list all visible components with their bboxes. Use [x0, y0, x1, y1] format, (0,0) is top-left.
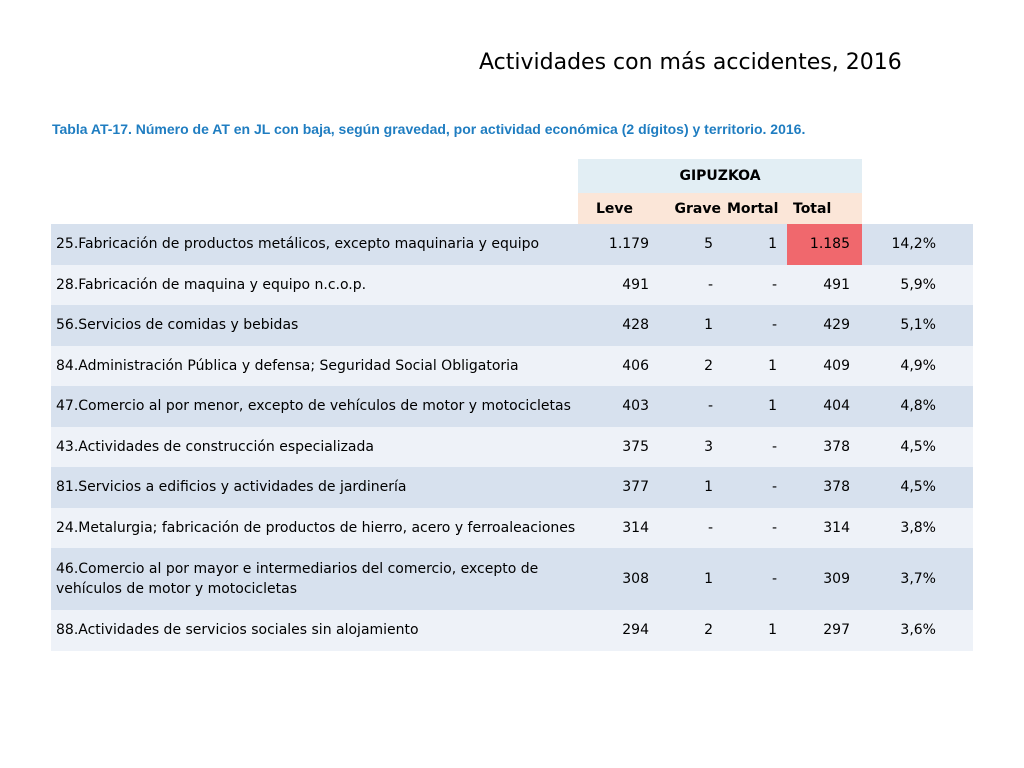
- activity-cell: 56.Servicios de comidas y bebidas: [51, 305, 578, 346]
- table-row: [51, 386, 973, 427]
- column-header-mortal: Mortal: [723, 193, 787, 224]
- header-blank-cell: [862, 193, 973, 224]
- activity-cell: 88.Actividades de servicios sociales sin alojamiento: [51, 610, 578, 651]
- leve-cell: 314: [578, 508, 662, 549]
- total-cell: 404: [787, 386, 862, 427]
- mortal-cell: 1: [723, 386, 787, 427]
- grave-cell: -: [662, 508, 723, 549]
- table-row: [51, 224, 973, 265]
- activity-cell: 47.Comercio al por menor, excepto de vehículos de motor y motocicletas: [51, 386, 578, 427]
- table-row: [51, 346, 973, 387]
- grave-cell: 1: [662, 467, 723, 508]
- activity-cell: 46.Comercio al por mayor e intermediarios del comercio, excepto de vehículos de motor y motocicletas: [51, 548, 578, 610]
- percent-cell: 4,9%: [862, 346, 973, 387]
- total-cell: 429: [787, 305, 862, 346]
- mortal-cell: -: [723, 305, 787, 346]
- mortal-cell: -: [723, 265, 787, 306]
- total-cell: 314: [787, 508, 862, 549]
- percent-cell: 3,7%: [862, 548, 973, 610]
- header-row-region: [51, 159, 973, 193]
- header-blank-cell: [51, 159, 578, 193]
- grave-cell: -: [662, 386, 723, 427]
- mortal-cell: -: [723, 508, 787, 549]
- grave-cell: 2: [662, 610, 723, 651]
- leve-cell: 375: [578, 427, 662, 468]
- table-row: [51, 610, 973, 651]
- region-header: GIPUZKOA: [578, 159, 862, 193]
- activity-cell: 28.Fabricación de maquina y equipo n.c.o.p.: [51, 265, 578, 306]
- activity-cell: 43.Actividades de construcción especializada: [51, 427, 578, 468]
- total-cell: 378: [787, 427, 862, 468]
- total-cell: 297: [787, 610, 862, 651]
- total-cell: 378: [787, 467, 862, 508]
- header-blank-cell: [51, 193, 578, 224]
- leve-cell: 403: [578, 386, 662, 427]
- activity-cell: 25.Fabricación de productos metálicos, excepto maquinaria y equipo: [51, 224, 578, 265]
- mortal-cell: -: [723, 467, 787, 508]
- mortal-cell: 1: [723, 224, 787, 265]
- table-row: [51, 305, 973, 346]
- leve-cell: 308: [578, 548, 662, 610]
- total-cell: 409: [787, 346, 862, 387]
- mortal-cell: 1: [723, 610, 787, 651]
- header-blank-cell: [862, 159, 973, 193]
- mortal-cell: -: [723, 427, 787, 468]
- grave-cell: 1: [662, 548, 723, 610]
- grave-cell: 3: [662, 427, 723, 468]
- leve-cell: 377: [578, 467, 662, 508]
- activity-cell: 81.Servicios a edificios y actividades de jardinería: [51, 467, 578, 508]
- percent-cell: 5,1%: [862, 305, 973, 346]
- slide-title: Actividades con más accidentes, 2016: [479, 50, 902, 75]
- percent-cell: 3,6%: [862, 610, 973, 651]
- percent-cell: 3,8%: [862, 508, 973, 549]
- mortal-cell: -: [723, 548, 787, 610]
- activity-cell: 84.Administración Pública y defensa; Seguridad Social Obligatoria: [51, 346, 578, 387]
- column-header-leve: Leve: [578, 193, 662, 224]
- leve-cell: 1.179: [578, 224, 662, 265]
- percent-cell: 4,5%: [862, 427, 973, 468]
- leve-cell: 406: [578, 346, 662, 387]
- table-caption: Tabla AT-17. Número de AT en JL con baja, según gravedad, por actividad económica (2 dígitos) y territorio. 2016.: [52, 121, 806, 137]
- percent-cell: 14,2%: [862, 224, 973, 265]
- activity-cell: 24.Metalurgia; fabricación de productos de hierro, acero y ferroaleaciones: [51, 508, 578, 549]
- table-row: [51, 508, 973, 549]
- percent-cell: 4,8%: [862, 386, 973, 427]
- total-cell-highlighted: 1.185: [787, 224, 862, 265]
- grave-cell: 1: [662, 305, 723, 346]
- header-row-columns: [51, 193, 973, 224]
- column-header-total: Total: [787, 193, 862, 224]
- grave-cell: 2: [662, 346, 723, 387]
- accidents-table: [51, 159, 973, 651]
- leve-cell: 491: [578, 265, 662, 306]
- mortal-cell: 1: [723, 346, 787, 387]
- table-row: [51, 427, 973, 468]
- total-cell: 309: [787, 548, 862, 610]
- percent-cell: 5,9%: [862, 265, 973, 306]
- table-row: [51, 548, 973, 610]
- table-row: [51, 265, 973, 306]
- grave-cell: -: [662, 265, 723, 306]
- percent-cell: 4,5%: [862, 467, 973, 508]
- grave-cell: 5: [662, 224, 723, 265]
- total-cell: 491: [787, 265, 862, 306]
- table-row: [51, 467, 973, 508]
- leve-cell: 294: [578, 610, 662, 651]
- column-header-grave: Grave: [662, 193, 723, 224]
- leve-cell: 428: [578, 305, 662, 346]
